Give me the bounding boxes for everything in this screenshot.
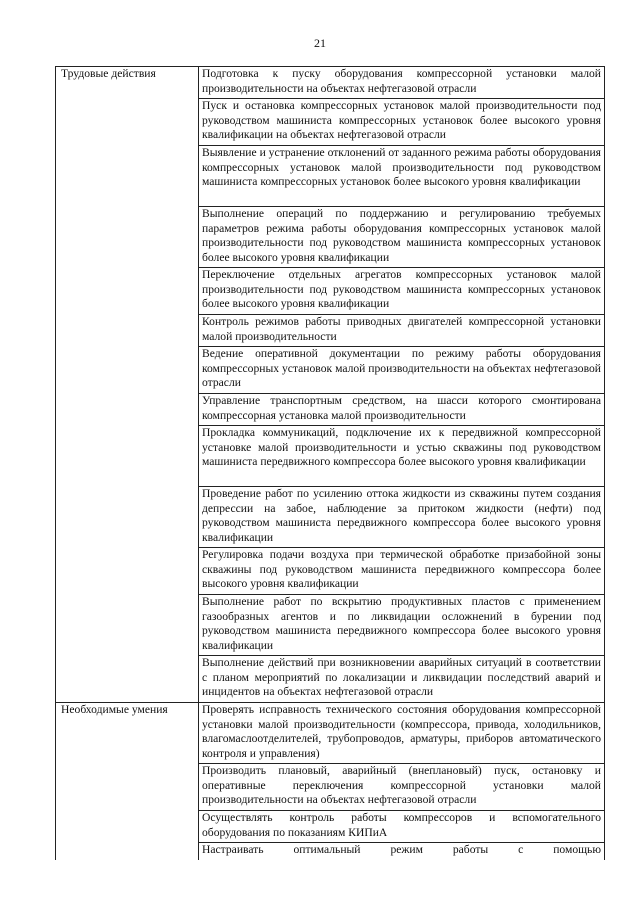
labor-action-item: Управление транспортным средством, на шасси которого смонтирована компрессорная установка малой производительности: [199, 394, 605, 426]
skill-item: Проверять исправность технического состояния оборудования компрессорной установки малой производительности (компрессора, привода, холодильников, влагомаслоотделителей, трубопроводов, арматуры, приборов автоматического контроля и управления): [199, 703, 605, 764]
labor-action-item: Проведение работ по усилению оттока жидкости из скважины путем создания депрессии на забое, наблюдение за притоком жидкости (нефти) под руководством машиниста передвижного компрессора более высокого уровня квалификации: [199, 487, 605, 548]
labor-action-item: Переключение отдельных агрегатов компрессорных установок малой производительности под руководством машиниста компрессорных установок более высокого уровня квалификации: [199, 268, 605, 315]
section-heading-required-skills: Необходимые умения: [56, 703, 199, 860]
labor-action-item: Выполнение работ по вскрытию продуктивных пластов с применением газообразных агентов и по ликвидации осложнений в бурении под руководством машиниста передвижного компрессора более высокого уровня квалификации: [199, 595, 605, 656]
table-row: [56, 67, 605, 99]
labor-action-item: Прокладка коммуникаций, подключение их к передвижной компрессорной установке малой производительности и устью скважины под руководством машиниста передвижного компрессора более высокого уровня квалификации: [199, 426, 605, 487]
page-number: 21: [314, 36, 326, 50]
labor-action-item: Контроль режимов работы приводных двигателей компрессорной установки малой производительности: [199, 315, 605, 347]
labor-action-item: Ведение оперативной документации по режиму работы оборудования компрессорных установок малой производительности на объектах нефтегазовой отрасли: [199, 347, 605, 394]
skill-item: Настраивать оптимальный режим работы с помощью: [199, 843, 605, 860]
labor-action-item: Выявление и устранение отклонений от заданного режима работы оборудования компрессорных установок малой производительности под руководством машиниста компрессорных установок более высокого уровня квалификации: [199, 146, 605, 207]
labor-action-item: Пуск и остановка компрессорных установок малой производительности под руководством машиниста компрессорных установок более высокого уровня квалификации на объектах нефтегазовой отрасли: [199, 99, 605, 146]
qualification-table: [55, 66, 605, 860]
section-heading-labor-actions: Трудовые действия: [56, 67, 199, 703]
table-row: [56, 703, 605, 764]
labor-action-item: Регулировка подачи воздуха при термической обработке призабойной зоны скважины под руководством машиниста передвижного компрессора более высокого уровня квалификации: [199, 548, 605, 595]
labor-action-item: Выполнение действий при возникновении аварийных ситуаций в соответствии с планом мероприятий по локализации и ликвидации последствий аварий и инцидентов на объектах нефтегазовой отрасли: [199, 656, 605, 703]
labor-action-item: Выполнение операций по поддержанию и регулированию требуемых параметров режима работы оборудования компрессорных установок малой производительности под руководством машиниста компрессорных установок более высокого уровня квалификации: [199, 207, 605, 268]
skill-item: Производить плановый, аварийный (внеплановый) пуск, остановку и оперативные переключения компрессорной установки малой производительности на объектах нефтегазовой отрасли: [199, 764, 605, 811]
skill-item: Осуществлять контроль работы компрессоров и вспомогательного оборудования по показаниям КИПиА: [199, 811, 605, 843]
labor-action-item: Подготовка к пуску оборудования компрессорной установки малой производительности на объектах нефтегазовой отрасли: [199, 67, 605, 99]
